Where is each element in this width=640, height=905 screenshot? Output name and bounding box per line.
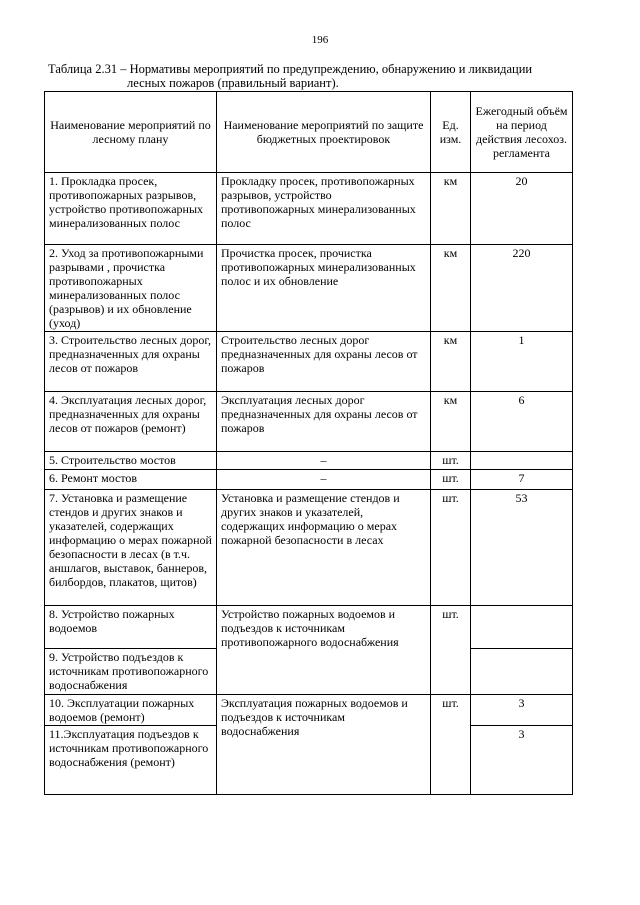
cell-value: 3 — [471, 726, 573, 795]
table-row — [45, 392, 573, 452]
header-unit: Ед. изм. — [431, 92, 471, 173]
cell-budget: Эксплуатация лесных дорог предназначенных для охраны лесов от пожаров — [217, 392, 431, 452]
cell-value: 20 — [471, 173, 573, 245]
cell-plan: 8. Устройство пожарных водоемов — [45, 606, 217, 649]
cell-budget: – — [217, 452, 431, 470]
cell-plan: 4. Эксплуатация лесных дорог, предназначенных для охраны лесов от пожаров (ремонт) — [45, 392, 217, 452]
cell-budget: Прочистка просек, прочистка противопожарных минерализованных полос и их обновление — [217, 245, 431, 332]
cell-value: 7 — [471, 470, 573, 490]
header-plan: Наименование мероприятий по лесному плану — [45, 92, 217, 173]
caption-line-1: Таблица 2.31 – Нормативы мероприятий по предупреждению, обнаружению и ликвидации — [48, 62, 533, 76]
cell-unit: шт. — [431, 490, 471, 606]
cell-budget: Прокладку просек, противопожарных разрывов, устройство противопожарных минерализованных полос — [217, 173, 431, 245]
cell-unit: км — [431, 332, 471, 392]
header-budget: Наименование мероприятий по защите бюджетных проектировок — [217, 92, 431, 173]
cell-value — [471, 452, 573, 470]
cell-unit: км — [431, 392, 471, 452]
cell-plan: 5. Строительство мостов — [45, 452, 217, 470]
cell-plan: 2. Уход за противопожарными разрывами , прочистка противопожарных минерализованных полос (разрывов) и их обновление (уход) — [45, 245, 217, 332]
cell-unit: км — [431, 173, 471, 245]
norms-table — [44, 91, 573, 795]
cell-budget: – — [217, 470, 431, 490]
table-row — [45, 245, 573, 332]
cell-plan: 10. Эксплуатации пожарных водоемов (ремонт) — [45, 695, 217, 726]
cell-budget: Установка и размещение стендов и других знаков и указателей, содержащих информацию о мерах пожарной безопасности в лесах — [217, 490, 431, 606]
cell-value: 220 — [471, 245, 573, 332]
cell-plan: 3. Строительство лесных дорог, предназначенных для охраны лесов от пожаров — [45, 332, 217, 392]
table-row — [45, 452, 573, 470]
cell-unit: шт. — [431, 452, 471, 470]
cell-unit: шт. — [431, 470, 471, 490]
cell-value: 1 — [471, 332, 573, 392]
table-row — [45, 470, 573, 490]
cell-unit: шт. — [431, 695, 471, 795]
table-row — [45, 332, 573, 392]
caption-line-2: лесных пожаров (правильный вариант). — [127, 76, 339, 90]
cell-value — [471, 649, 573, 695]
page-number: 196 — [311, 34, 329, 46]
header-row — [45, 92, 573, 173]
cell-plan: 11.Эксплуатация подъездов к источникам противопожарного водоснабжения (ремонт) — [45, 726, 217, 795]
cell-value: 6 — [471, 392, 573, 452]
table-row — [45, 606, 573, 649]
cell-unit: шт. — [431, 606, 471, 695]
cell-plan: 7. Установка и размещение стендов и других знаков и указателей, содержащих информацию о мерах пожарной безопасности в лесах (в т.ч. аншлагов, выставок, баннеров, билбордов, плакатов, щитов) — [45, 490, 217, 606]
header-volume: Ежегодный объём на период действия лесохоз. регламента — [471, 92, 573, 173]
table-caption — [48, 62, 608, 90]
cell-plan: 6. Ремонт мостов — [45, 470, 217, 490]
table-row — [45, 173, 573, 245]
table-row — [45, 695, 573, 726]
cell-plan: 9. Устройство подъездов к источникам противопожарного водоснабжения — [45, 649, 217, 695]
table-row — [45, 490, 573, 606]
cell-value: 3 — [471, 695, 573, 726]
cell-budget: Устройство пожарных водоемов и подъездов к источникам противопожарного водоснабжения — [217, 606, 431, 695]
cell-value: 53 — [471, 490, 573, 606]
cell-unit: км — [431, 245, 471, 332]
cell-value — [471, 606, 573, 649]
cell-budget: Эксплуатация пожарных водоемов и подъездов к источникам водоснабжения — [217, 695, 431, 795]
cell-budget: Строительство лесных дорог предназначенных для охраны лесов от пожаров — [217, 332, 431, 392]
cell-plan: 1. Прокладка просек, противопожарных разрывов, устройство противопожарных минерализованных полос — [45, 173, 217, 245]
